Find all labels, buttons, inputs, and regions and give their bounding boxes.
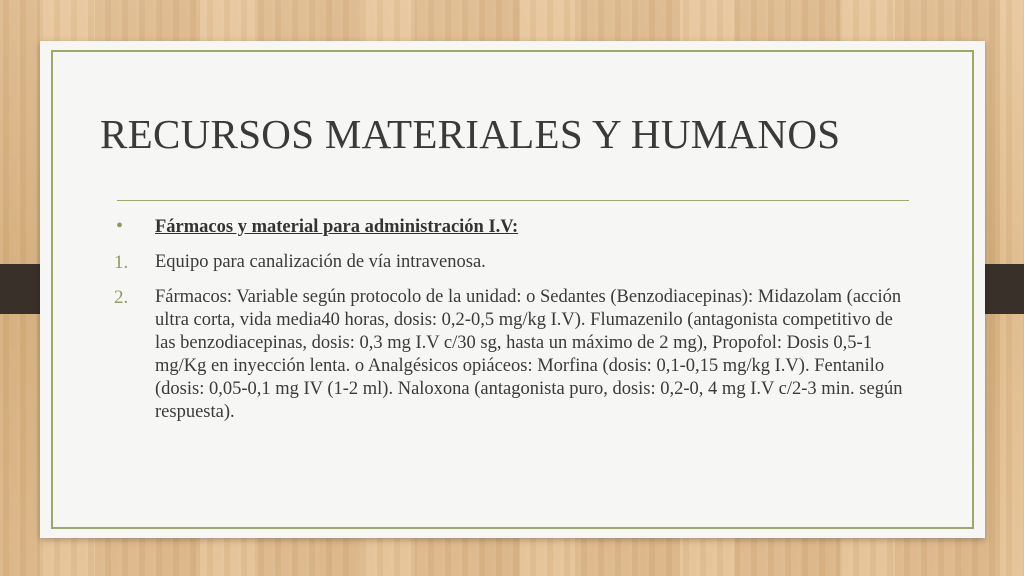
list-item-text: Equipo para canalización de vía intravenosa. <box>155 252 486 272</box>
list-item-text: Fármacos: Variable según protocolo de la unidad: o Sedantes (Benzodiacepinas): Midazolam (acción ultra corta, vida media40 horas, dosis: 0,2-0,5 mg/kg I.V). Flumazenilo (antagonista competitivo de las benzodiacepinas, dosis: 0,3 mg I.V c/30 sg, hasta un máximo de 2 mg), Propofol: Dosis 0,5-1 mg/Kg en inyección lenta. o Analgésicos opiáceos: Morfina (dosis: 0,1-0,15 mg/kg I.V). Fentanilo (dosis: 0,05-0,1 mg IV (1-2 ml). Naloxona (antagonista puro, dosis: 0,2-0, 4 mg I.V c/2-3 min. según respuesta). <box>155 287 903 422</box>
bullet-heading-text: Fármacos y material para administración I.V: <box>155 217 519 237</box>
list-item-number: 1. <box>114 252 129 273</box>
slide-title: RECURSOS MATERIALES Y HUMANOS <box>100 111 841 157</box>
list-item-number: 2. <box>114 287 129 308</box>
list-item <box>114 286 914 424</box>
list-item <box>114 251 914 274</box>
bullet-marker: • <box>116 215 124 237</box>
slide-content <box>114 216 914 436</box>
bullet-heading <box>114 216 914 239</box>
title-divider <box>117 200 909 201</box>
